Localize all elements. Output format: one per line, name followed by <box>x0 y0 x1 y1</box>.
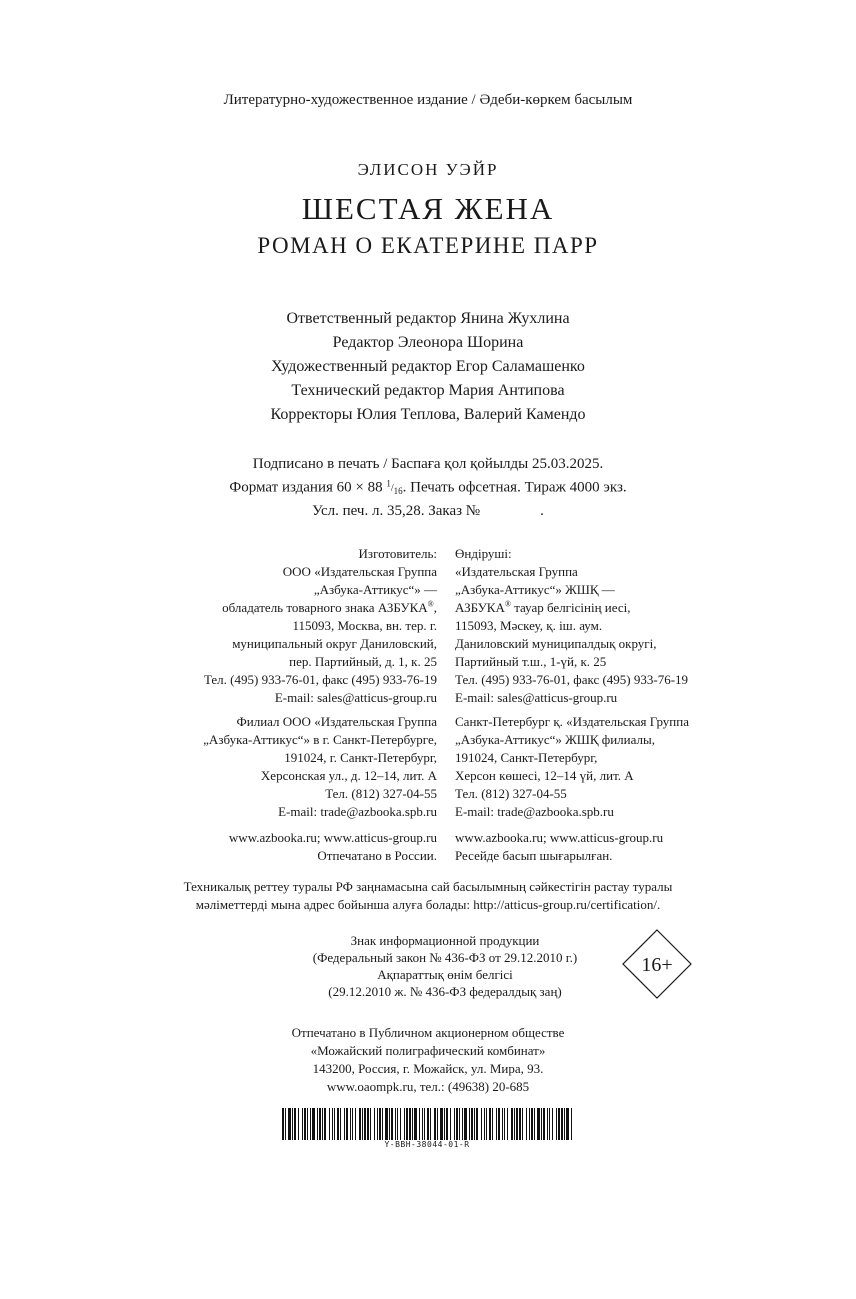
text-line: Отпечатано в России. <box>317 848 437 863</box>
publisher-column-kz <box>455 545 689 865</box>
text-line: www.azbooka.ru; www.atticus-group.ru <box>455 830 664 845</box>
sheets-line: Усл. печ. л. 35,28. Заказ № . <box>312 503 544 520</box>
format-line: Формат издания 60 × 88 $^1/_{16}$. Печать офсетная. Тираж 4000 экз. <box>229 479 627 497</box>
printer-info <box>0 1024 856 1096</box>
print-details <box>0 454 856 521</box>
signed-line: Подписано в печать / Баспаға қол қойылды 25.03.2025. <box>252 456 604 472</box>
barcode-icon <box>282 1108 572 1140</box>
trademark-line: обладатель товарного знака АЗБУКА®, <box>222 599 437 615</box>
staff-line: Ответственный редактор Янина Жухлина <box>286 310 570 327</box>
editorial-staff <box>0 307 856 427</box>
info-product-sign <box>0 932 856 1000</box>
publisher-column-ru <box>203 545 437 865</box>
staff-line: Художественный редактор Егор Саламашенко <box>271 358 585 375</box>
certification-note <box>0 878 856 914</box>
book-subtitle: РОМАН О ЕКАТЕРИНЕ ПАРР <box>257 233 599 258</box>
barcode-code: Y-BBH-38044-01-R <box>384 1140 470 1149</box>
text-line: www.oaompk.ru, тел.: (49638) 20-685 <box>326 1079 530 1094</box>
text-line: 191024, Санкт-Петербург, <box>455 750 598 765</box>
text-line: E-mail: trade@azbooka.spb.ru <box>278 804 437 819</box>
text-line: „Азбука-Аттикус“» ЖШҚ филиалы, <box>455 732 655 747</box>
text-line: 143200, Россия, г. Можайск, ул. Мира, 93. <box>312 1061 544 1076</box>
manufacturer-kz <box>455 545 689 707</box>
text-line: Техникалық реттеу туралы РФ заңнамасына сай басылымның сәйкестігін растау туралы <box>183 879 673 894</box>
staff-line: Корректоры Юлия Теплова, Валерий Камендо <box>270 406 586 423</box>
genre-line: Литературно-художественное издание / Әдеби-көркем басылым <box>223 92 633 108</box>
text-line: Даниловский муниципалдық округі, <box>455 636 657 651</box>
text-line: E-mail: sales@atticus-group.ru <box>274 690 437 705</box>
footer-ru <box>203 829 437 865</box>
text-line: Тел. (495) 933-76-01, факс (495) 933-76-19 <box>203 672 437 687</box>
text-line: Тел. (495) 933-76-01, факс (495) 933-76-19 <box>455 672 689 687</box>
text-line: ООО «Издательская Группа <box>282 564 437 579</box>
text-line: Отпечатано в Публичном акционерном обществе <box>291 1025 565 1040</box>
author-name: ЭЛИСОН УЭЙР <box>357 160 499 179</box>
text-line: 115093, Мәскеу, қ. іш. аум. <box>455 618 603 633</box>
text-line: E-mail: sales@atticus-group.ru <box>455 690 618 705</box>
branch-ru <box>203 713 437 821</box>
staff-line: Технический редактор Мария Антипова <box>291 382 565 399</box>
text-line: Өндіруші: <box>455 546 512 561</box>
age-rating-label: 16+ <box>641 954 673 976</box>
text-line: Тел. (812) 327-04-55 <box>455 786 567 801</box>
text-line: Ақпараттық өнім белгісі <box>377 967 513 982</box>
text-line: Филиал ООО «Издательская Группа <box>236 714 437 729</box>
text-line: (29.12.2010 ж. № 436-ФЗ федералдық заң) <box>328 984 562 999</box>
text-line: „Азбука-Аттикус“» в г. Санкт-Петербурге, <box>203 732 437 747</box>
text-line: 115093, Москва, вн. тер. г. <box>292 618 437 633</box>
text-line: E-mail: trade@azbooka.spb.ru <box>455 804 614 819</box>
text-line: „Азбука-Аттикус“» — <box>313 582 437 597</box>
age-rating-icon <box>622 929 692 999</box>
text-line: „Азбука-Аттикус“» ЖШҚ — <box>455 582 615 597</box>
text-line: Знак информационной продукции <box>350 933 540 948</box>
text-line: 191024, г. Санкт-Петербург, <box>284 750 437 765</box>
text-line: пер. Партийный, д. 1, к. 25 <box>289 654 437 669</box>
text-line: «Можайский полиграфический комбинат» <box>310 1043 546 1058</box>
text-line: Санкт-Петербург қ. «Издательская Группа <box>455 714 689 729</box>
branch-kz <box>455 713 689 821</box>
text-line: Партийный т.ш., 1-үй, к. 25 <box>455 654 607 669</box>
book-title: ШЕСТАЯ ЖЕНА <box>301 191 555 226</box>
text-line: www.azbooka.ru; www.atticus-group.ru <box>228 830 437 845</box>
text-line: Херсон көшесі, 12–14 үй, лит. А <box>455 768 634 783</box>
text-line: Херсонская ул., д. 12–14, лит. А <box>260 768 437 783</box>
footer-kz <box>455 829 689 865</box>
manufacturer-ru <box>203 545 437 707</box>
text-line: Ресейде басып шығарылған. <box>455 848 613 863</box>
text-line: «Издательская Группа <box>455 564 578 579</box>
text-line: Изготовитель: <box>358 546 437 561</box>
text-line: Тел. (812) 327-04-55 <box>325 786 437 801</box>
staff-line: Редактор Элеонора Шорина <box>332 334 524 351</box>
text-line: муниципальный округ Даниловский, <box>232 636 437 651</box>
trademark-line: АЗБУКА® тауар белгісінің иесі, <box>455 599 631 615</box>
info-text <box>0 932 856 1000</box>
text-line: (Федеральный закон № 436-ФЗ от 29.12.2010 г.) <box>312 950 578 965</box>
text-line: мәліметтерді мына адрес бойынша алуға болады: http://atticus-group.ru/certification/. <box>195 897 661 912</box>
